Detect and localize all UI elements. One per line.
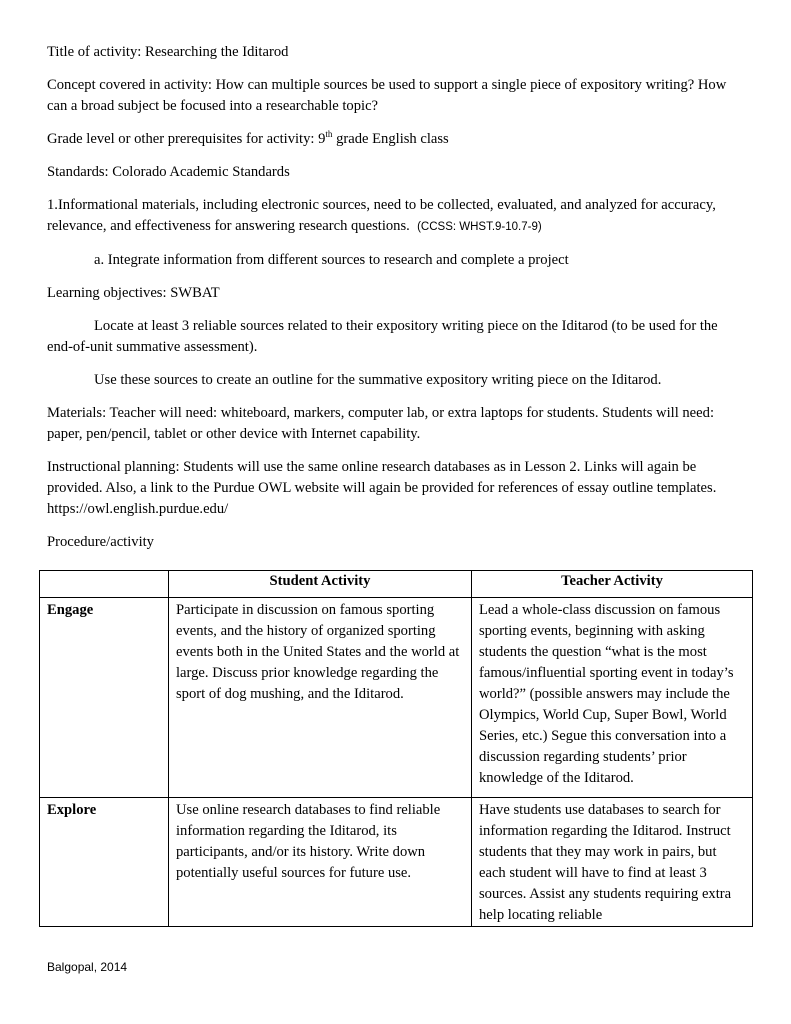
engage-student-activity: Participate in discussion on famous sporting events, and the history of organized sporting events both in the United States and the world at large. Discuss prior knowledge regarding the sport of dog mushing, and the Iditarod. bbox=[169, 598, 472, 798]
standard-1a: a. Integrate information from different sources to research and complete a project bbox=[94, 252, 569, 268]
page-footer: Balgopal, 2014 bbox=[47, 960, 128, 974]
header-cell-empty bbox=[40, 571, 169, 598]
header-student-activity: Student Activity bbox=[169, 571, 472, 598]
concept-covered: Concept covered in activity: How can multiple sources be used to support a single piece of expository writing? How can a broad subject be focused into a researchable topic? bbox=[47, 77, 727, 114]
engage-teacher-activity: Lead a whole-class discussion on famous sporting events, beginning with asking students the question “what is the most famous/influential sporting event in today’s world?” (possible answers may include the Olympics, World Cup, Super Bowl, World Series, etc.) Segue this conversation into a discussion regarding students’ prior knowledge of the Iditarod. bbox=[472, 598, 753, 798]
procedure-table bbox=[39, 570, 753, 927]
table-row-engage bbox=[40, 598, 753, 798]
explore-student-activity: Use online research databases to find reliable information regarding the Iditarod, its participants, and/or its history. Write down potentially useful sources for future use. bbox=[169, 798, 472, 927]
standard-1 bbox=[47, 195, 747, 238]
standard-1-text: 1.Informational materials, including electronic sources, need to be collected, evaluated, and analyzed for accuracy, relevance, and effectiveness for answering research questions. bbox=[47, 197, 716, 234]
objective-2: Use these sources to create an outline for the summative expository writing piece on the Iditarod. bbox=[94, 372, 662, 388]
grade-prefix: Grade level or other prerequisites for activity: 9 bbox=[47, 131, 326, 147]
table-row-explore bbox=[40, 798, 753, 927]
grade-level bbox=[47, 129, 747, 150]
header-teacher-activity: Teacher Activity bbox=[472, 571, 753, 598]
explore-teacher-activity: Have students use databases to search for information regarding the Iditarod. Instruct students that they may work in pairs, but each student will have to find at least 3 sources. Assist any students requiring extra help locating reliable bbox=[472, 798, 753, 927]
procedure-heading: Procedure/activity bbox=[47, 534, 154, 550]
instructional-planning: Instructional planning: Students will use the same online research databases as in Lesson 2. Links will again be provided. Also, a link to the Purdue OWL website will again be provided for references of essay outline templates. https://owl.english.purdue.edu/ bbox=[47, 459, 717, 517]
objectives-heading: Learning objectives: SWBAT bbox=[47, 285, 220, 301]
grade-suffix: grade English class bbox=[332, 131, 449, 147]
objective-1: Locate at least 3 reliable sources related to their expository writing piece on the Iditarod (to be used for the end-of-unit summative assessment). bbox=[47, 318, 718, 355]
standards-heading: Standards: Colorado Academic Standards bbox=[47, 164, 290, 180]
grade-superscript: th bbox=[325, 129, 333, 140]
activity-title: Title of activity: Researching the Iditarod bbox=[47, 44, 289, 60]
document-body bbox=[47, 42, 747, 565]
row-label-explore: Explore bbox=[40, 798, 169, 927]
materials: Materials: Teacher will need: whiteboard, markers, computer lab, or extra laptops for students. Students will need: paper, pen/pencil, tablet or other device with Internet capability. bbox=[47, 405, 714, 442]
ccss-reference: (CCSS: WHST.9-10.7-9) bbox=[417, 221, 542, 233]
row-label-engage: Engage bbox=[40, 598, 169, 798]
table-header-row bbox=[40, 571, 753, 598]
